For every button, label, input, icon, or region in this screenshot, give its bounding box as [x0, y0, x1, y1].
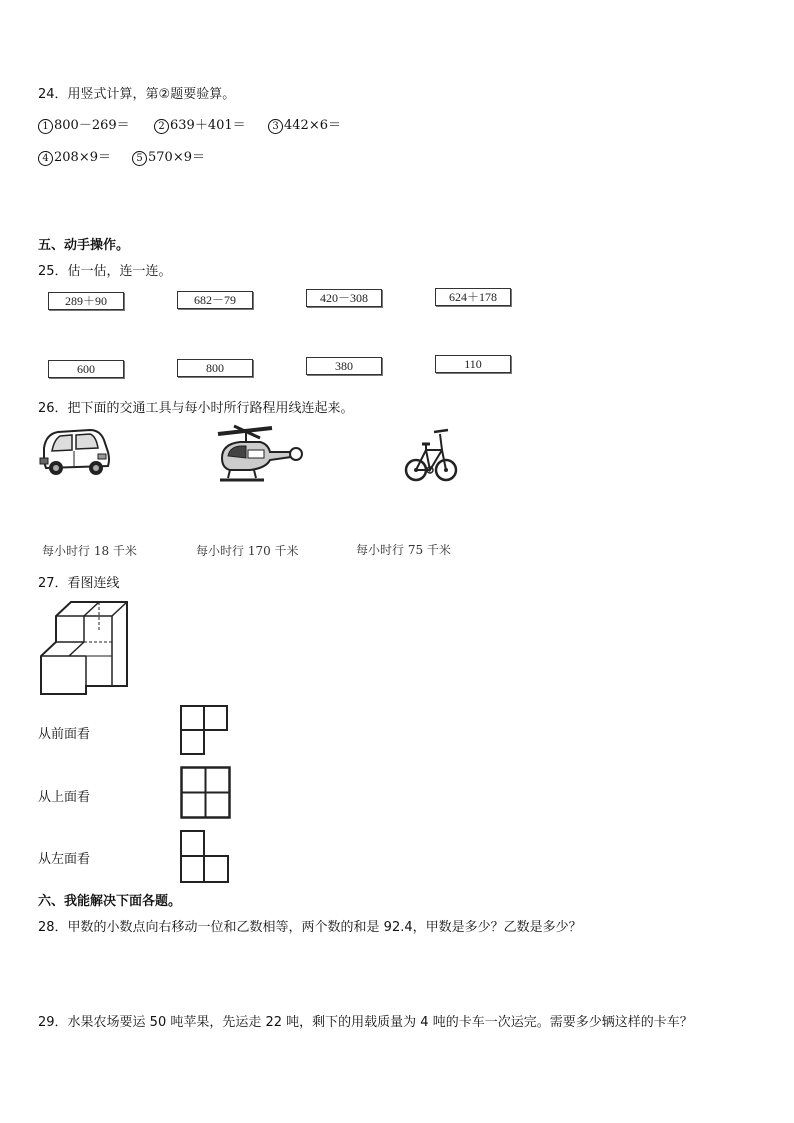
circled-number: 3	[268, 119, 283, 134]
q28-text: 28．甲数的小数点向右移动一位和乙数相等，两个数的和是 92.4，甲数是多少？乙数是多少？	[38, 920, 582, 935]
estimate-card-bottom-4: 110	[435, 355, 511, 373]
view-label-front: 从前面看	[38, 727, 91, 742]
bicycle-icon	[404, 424, 458, 486]
view-shape-top	[180, 766, 232, 820]
q24-expr: 570×9＝	[148, 150, 205, 165]
car-icon	[38, 426, 112, 480]
q24-item-5	[132, 146, 205, 166]
view-shape-left	[180, 830, 230, 884]
q24-item-4	[38, 146, 111, 166]
speed-label-2: 每小时行 170 千米	[196, 544, 299, 558]
q24-expr: 800－269＝	[54, 118, 130, 133]
estimate-card-bottom-3: 380	[306, 357, 382, 375]
estimate-card-bottom-2: 800	[177, 359, 253, 377]
estimate-card-top-2: 682－79	[177, 291, 253, 309]
estimate-card-top-4: 624＋178	[435, 288, 511, 306]
view-shape-front	[180, 705, 230, 755]
estimate-card-top-3: 420－308	[306, 289, 382, 307]
q24-title: 24．用竖式计算，第②题要验算。	[38, 87, 236, 102]
q24-expr: 639＋401＝	[170, 118, 246, 133]
q24-item-3	[268, 114, 341, 134]
speed-label-1: 每小时行 18 千米	[42, 544, 137, 558]
speed-label-3: 每小时行 75 千米	[356, 543, 451, 557]
circled-number: 1	[38, 119, 53, 134]
helicopter-icon	[216, 424, 304, 486]
q25-title: 25．估一估，连一连。	[38, 264, 172, 279]
q27-title: 27．看图连线	[38, 576, 120, 591]
estimate-card-bottom-1: 600	[48, 360, 124, 378]
section-6-heading: 六、我能解决下面各题。	[38, 894, 182, 909]
circled-number: 4	[38, 151, 53, 166]
view-label-left: 从左面看	[38, 852, 91, 867]
q24-expr: 442×6＝	[284, 118, 341, 133]
q29-text: 29．水果农场要运 50 吨苹果，先运走 22 吨，剩下的用载质量为 4 吨的卡车一次运完。需要多少辆这样的卡车？	[38, 1015, 693, 1030]
circled-number: 2	[154, 119, 169, 134]
q24-expr: 208×9＝	[54, 150, 111, 165]
q26-title: 26．把下面的交通工具与每小时所行路程用线连起来。	[38, 401, 354, 416]
view-label-top: 从上面看	[38, 790, 91, 805]
cube-stack-figure	[38, 600, 132, 696]
q24-item-1	[38, 114, 130, 134]
circled-number: 5	[132, 151, 147, 166]
section-5-heading: 五、动手操作。	[38, 238, 130, 253]
estimate-card-top-1: 289＋90	[48, 292, 124, 310]
q24-item-2	[154, 114, 246, 134]
